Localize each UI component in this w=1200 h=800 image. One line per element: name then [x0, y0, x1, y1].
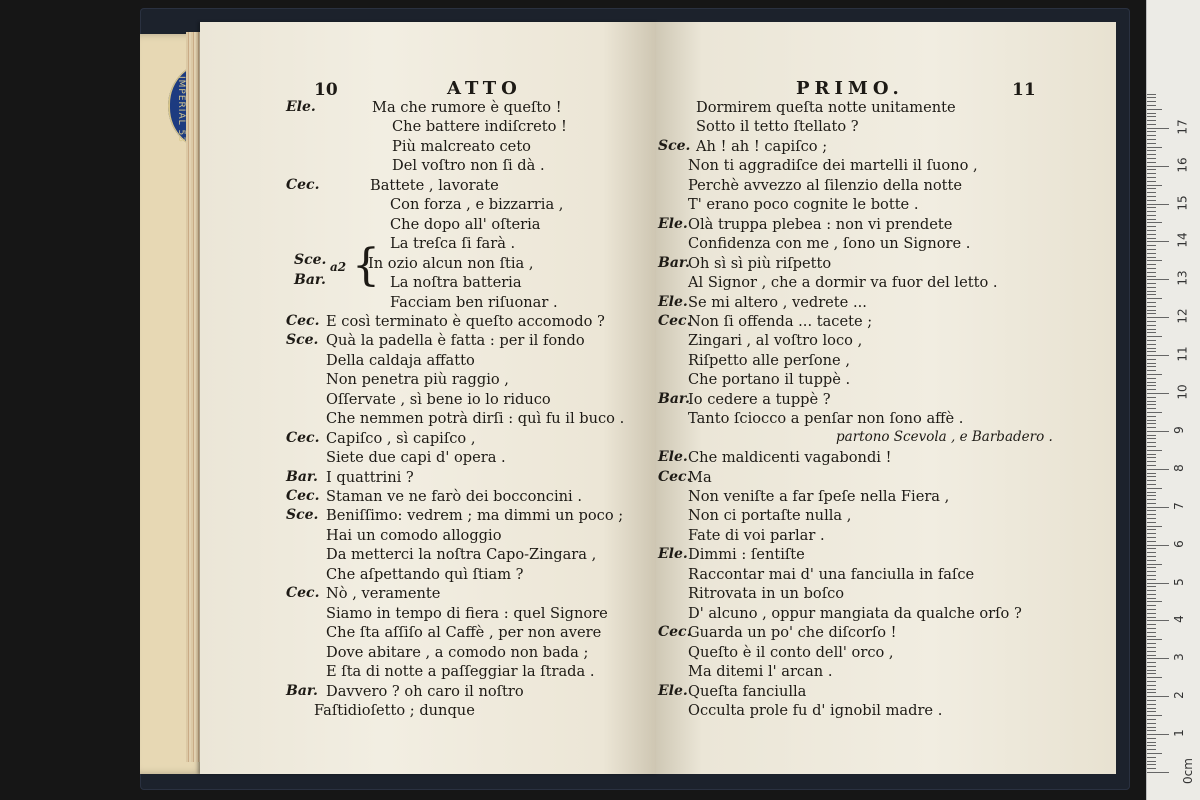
verse-line: Da metterci la noſtra Capo-Zingara , [326, 546, 597, 564]
ruler-tick [1147, 609, 1156, 610]
ruler-tick [1147, 279, 1169, 280]
ruler-tick [1147, 590, 1156, 591]
verse-line: Quà la padella è fatta : per il fondo [326, 332, 585, 350]
ruler-tick [1147, 120, 1156, 121]
duet-brace: { [352, 240, 380, 291]
ruler-tick [1147, 253, 1156, 254]
verse-line: Ritrovata in un boſco [688, 585, 845, 603]
verse-line: In ozio alcun non ſtia , [368, 254, 534, 272]
ruler-tick [1147, 537, 1156, 538]
ruler-tick [1147, 723, 1156, 724]
ruler-tick [1147, 219, 1156, 220]
ruler-tick [1147, 404, 1156, 405]
ruler-label: 9 [1171, 426, 1186, 434]
speaker-label: Ele. [286, 99, 316, 115]
ruler-tick [1147, 238, 1156, 239]
ruler-tick [1147, 727, 1156, 728]
left-page-header: ATTO [447, 78, 522, 99]
ruler-tick [1147, 94, 1156, 95]
duet-marker: a2 [330, 260, 347, 274]
verse-line: T' erano poco cognite le botte . [688, 196, 919, 214]
ruler-tick [1147, 442, 1156, 443]
verse-line: Capiſco , sì capiſco , [326, 429, 476, 447]
verse-line: Sotto il tetto ſtellato ? [696, 118, 859, 136]
ruler-tick [1147, 495, 1156, 496]
speaker-label: Ele. [658, 682, 688, 699]
ruler-tick [1147, 560, 1156, 561]
ruler-label: 8 [1171, 463, 1186, 472]
ruler-tick [1147, 143, 1156, 144]
ruler-tick [1147, 564, 1162, 565]
ruler-label: 16 [1175, 156, 1190, 173]
ruler-tick [1147, 730, 1156, 731]
speaker-label: Ele. [658, 449, 688, 466]
ruler-tick [1147, 473, 1156, 474]
ruler-label: 3 [1171, 653, 1186, 662]
verse-line: Raccontar mai d' una fanciulla in faſce [688, 565, 975, 583]
ruler-tick [1147, 435, 1156, 436]
verse-line: Io cedere a tuppè ? [688, 390, 831, 408]
speaker-label: Sce. [286, 507, 319, 524]
ruler-tick [1147, 283, 1156, 284]
measurement-ruler [1146, 0, 1200, 800]
ruler-tick [1147, 605, 1156, 606]
ruler-tick [1147, 753, 1162, 754]
ruler-label: 17 [1175, 119, 1190, 135]
ruler-tick [1147, 97, 1156, 98]
ruler-tick [1147, 378, 1156, 379]
speaker-label: Bar. [658, 254, 690, 271]
speaker-label: Sce. [286, 332, 319, 349]
right-page-number: 11 [1012, 80, 1036, 100]
ruler-tick [1147, 529, 1156, 530]
ruler-tick [1147, 177, 1156, 178]
ruler-tick [1147, 662, 1156, 663]
ruler-tick [1147, 700, 1156, 701]
ruler-tick [1147, 465, 1156, 466]
ruler-tick [1147, 321, 1156, 322]
verse-line: Zingari , al voſtro loco , [688, 332, 863, 350]
ruler-tick [1147, 579, 1156, 580]
ruler-tick [1147, 666, 1156, 667]
ruler-tick [1147, 454, 1156, 455]
ruler-tick [1147, 673, 1156, 674]
verse-line: Ah ! ah ! capiſco ; [696, 137, 828, 155]
ruler-tick [1147, 628, 1156, 629]
ruler-tick [1147, 306, 1156, 307]
ruler-tick [1147, 711, 1156, 712]
verse-line: Fate di voi parlar . [688, 526, 825, 544]
verse-line: Che ſta aſſiſo al Caffè , per non avere [326, 624, 602, 642]
duet-speaker-2: Bar. [294, 272, 326, 288]
ruler-tick [1147, 359, 1156, 360]
ruler-tick [1147, 128, 1169, 129]
ruler-tick [1147, 393, 1169, 394]
ruler-tick [1147, 181, 1156, 182]
ruler-tick [1147, 150, 1156, 151]
ruler-tick [1147, 764, 1156, 765]
verse-line: D' alcuno , oppur mangiata da qualche orſo ? [688, 604, 1022, 622]
verse-line: Riſpetto alle perſone , [688, 351, 850, 369]
verse-line: Oſſervate , sì bene io lo riduco [326, 390, 551, 408]
ruler-tick [1147, 742, 1156, 743]
ruler-tick [1147, 374, 1162, 375]
verse-line: Ma [688, 468, 712, 486]
speaker-label: Cec. [658, 468, 692, 485]
ruler-tick [1147, 423, 1156, 424]
ruler-tick [1147, 685, 1156, 686]
ruler-label: 2 [1171, 691, 1186, 700]
verse-line: Siete due capi d' opera . [326, 449, 506, 467]
verse-line: Che nemmen potrà dirſi : quì fu il buco . [326, 410, 625, 428]
verse-line: Facciam ben riſuonar . [390, 293, 558, 311]
ruler-tick [1147, 647, 1156, 648]
verse-line: Del voſtro non ſi dà . [392, 157, 545, 175]
ruler-tick [1147, 401, 1156, 402]
ruler-tick [1147, 624, 1156, 625]
ruler-tick [1147, 105, 1156, 106]
ruler-tick [1147, 332, 1156, 333]
ruler-tick [1147, 643, 1156, 644]
ruler-tick [1147, 541, 1156, 542]
verse-line: Olà truppa plebea : non vi prendete [688, 215, 953, 233]
speaker-label: Cec. [658, 312, 692, 329]
ruler-tick [1147, 583, 1169, 584]
ruler-tick [1147, 135, 1156, 136]
ruler-tick [1147, 158, 1156, 159]
ruler-tick [1147, 234, 1156, 235]
ruler-tick [1147, 226, 1156, 227]
ruler-tick [1147, 772, 1169, 773]
speaker-label: Cec. [286, 488, 320, 504]
ruler-tick [1147, 480, 1156, 481]
verse-line: Non penetra più raggio , [326, 371, 509, 389]
speaker-label: Ele. [658, 293, 688, 310]
ruler-tick [1147, 230, 1156, 231]
ruler-tick [1147, 518, 1156, 519]
ruler-tick [1147, 173, 1156, 174]
verse-line: Non ti aggradiſce dei martelli il ſuono , [688, 157, 978, 175]
verse-line: Che portano il tuppè . [688, 371, 851, 389]
verse-line: Queſta fanciulla [688, 682, 807, 700]
verse-line: Perchè avvezzo al ſilenzio della notte [688, 176, 963, 194]
ruler-label: 0cm [1180, 758, 1195, 784]
verse-line: Che aſpettando quì ſtiam ? [326, 565, 524, 583]
ruler-tick [1147, 416, 1156, 417]
verse-line: Dormirem queſta notte unitamente [696, 99, 956, 116]
ruler-tick [1147, 522, 1156, 523]
ruler-tick [1147, 492, 1156, 493]
verse-line: Nò , veramente [326, 585, 441, 603]
ruler-tick [1147, 461, 1156, 462]
verse-line: Hai un comodo alloggio [326, 526, 502, 544]
ruler-tick [1147, 427, 1156, 428]
ruler-tick [1147, 397, 1156, 398]
left-page-number: 10 [314, 80, 338, 100]
ruler-tick [1147, 533, 1156, 534]
ruler-tick [1147, 207, 1156, 208]
verse-line: Che dopo all' oſteria [390, 215, 541, 233]
ruler-tick [1147, 101, 1156, 102]
right-page-header: PRIMO. [796, 78, 904, 99]
ruler-tick [1147, 215, 1156, 216]
ruler-label: 11 [1175, 346, 1190, 362]
speaker-label: Bar. [286, 682, 318, 699]
verse-line: Battete , lavorate [370, 176, 499, 194]
ruler-tick [1147, 389, 1156, 390]
ruler-tick [1147, 476, 1156, 477]
ruler-tick [1147, 317, 1169, 318]
ruler-tick [1147, 545, 1169, 546]
ruler-tick [1147, 366, 1156, 367]
ruler-tick [1147, 556, 1156, 557]
ruler-tick [1147, 749, 1156, 750]
library-label-text: IMPERIAL 53 [176, 76, 186, 143]
ruler-label: 13 [1175, 270, 1190, 286]
ruler-tick [1147, 382, 1156, 383]
verse-line: Oh sì sì più riſpetto [688, 254, 832, 272]
verse-line: Ma ditemi l' arcan . [688, 663, 833, 681]
ruler-tick [1147, 329, 1156, 330]
ruler-tick [1147, 677, 1162, 678]
ruler-label: 5 [1171, 577, 1186, 586]
ruler-tick [1147, 344, 1156, 345]
verse-line: Dove abitare , a comodo non bada ; [326, 643, 589, 661]
ruler-tick [1147, 761, 1156, 762]
verse-line: Con forza , e bizzarria , [390, 196, 564, 214]
ruler-tick [1147, 351, 1156, 352]
verse-line: Guarda un po' che diſcorſo ! [688, 624, 897, 642]
ruler-tick [1147, 204, 1169, 205]
verse-line: Occulta prole fu d' ignobil madre . [688, 701, 943, 719]
ruler-tick [1147, 670, 1156, 671]
verse-line: Beniſſimo: vedrem ; ma dimmi un poco ; [326, 507, 624, 525]
verse-line: Non ci portaſte nulla , [688, 507, 852, 525]
verse-line: I quattrini ? [326, 468, 414, 486]
verse-line: Queſto è il conto dell' orco , [688, 643, 894, 661]
ruler-tick [1147, 601, 1162, 602]
ruler-tick [1147, 510, 1156, 511]
ruler-tick [1147, 211, 1156, 212]
speaker-label: Cec. [658, 624, 692, 641]
verse-line: Siamo in tempo di fiera : quel Signore [326, 604, 608, 622]
speaker-label: Cec. [286, 176, 320, 193]
speaker-label: Bar. [286, 468, 318, 485]
ruler-tick [1147, 113, 1156, 114]
ruler-tick [1147, 147, 1162, 148]
ruler-tick [1147, 192, 1156, 193]
ruler-label: 10 [1175, 384, 1190, 400]
verse-line: Della caldaja affatto [326, 351, 475, 369]
ruler-tick [1147, 385, 1156, 386]
ruler-tick [1147, 370, 1156, 371]
ruler-tick [1147, 692, 1156, 693]
ruler-tick [1147, 222, 1162, 223]
ruler-tick [1147, 336, 1162, 337]
ruler-tick [1147, 302, 1156, 303]
left-page [200, 22, 658, 774]
ruler-tick [1147, 310, 1156, 311]
ruler-tick [1147, 696, 1169, 697]
speaker-label: Ele. [658, 215, 688, 232]
ruler-tick [1147, 245, 1156, 246]
ruler-tick [1147, 567, 1156, 568]
ruler-tick [1147, 734, 1169, 735]
ruler-tick [1147, 139, 1156, 140]
ruler-tick [1147, 715, 1162, 716]
ruler-tick [1147, 708, 1156, 709]
verse-line: La treſca ſi farà . [390, 235, 516, 253]
ruler-tick [1147, 738, 1156, 739]
ruler-tick [1147, 594, 1156, 595]
speaker-label: Bar. [658, 390, 690, 407]
ruler-tick [1147, 598, 1156, 599]
ruler-tick [1147, 154, 1156, 155]
ruler-tick [1147, 363, 1156, 364]
ruler-tick [1147, 162, 1156, 163]
ruler-tick [1147, 431, 1169, 432]
ruler-tick [1147, 620, 1169, 621]
ruler-tick [1147, 484, 1156, 485]
ruler-tick [1147, 131, 1156, 132]
verse-line: Dimmi : ſentiſte [688, 546, 805, 564]
ruler-tick [1147, 420, 1156, 421]
ruler-tick [1147, 264, 1156, 265]
ruler-label: 6 [1171, 539, 1186, 548]
ruler-label: 12 [1175, 308, 1190, 324]
ruler-tick [1147, 188, 1156, 189]
verse-line: Non ſi offenda ... tacete ; [688, 312, 873, 330]
ruler-tick [1147, 689, 1156, 690]
ruler-tick [1147, 408, 1156, 409]
verse-line: E così terminato è queſto accomodo ? [326, 312, 605, 330]
ruler-tick [1147, 446, 1156, 447]
ruler-tick [1147, 260, 1162, 261]
speaker-label: Sce. [658, 137, 691, 154]
ruler-tick [1147, 704, 1156, 705]
ruler-tick [1147, 552, 1156, 553]
ruler-tick [1147, 450, 1162, 451]
stage-direction: partono Scevola , e Barbadero . [836, 428, 1053, 445]
ruler-tick [1147, 632, 1156, 633]
verse-line: La noſtra batteria [390, 274, 522, 292]
ruler-tick [1147, 241, 1169, 242]
speaker-label: Cec. [286, 429, 320, 446]
verse-line: Se mi altero , vedrete ... [688, 293, 867, 311]
ruler-tick [1147, 613, 1156, 614]
ruler-tick [1147, 571, 1156, 572]
verse-line: Staman ve ne farò dei bocconcini . [326, 488, 582, 505]
ruler-label: 1 [1171, 729, 1186, 737]
right-page [656, 22, 1116, 774]
ruler-tick [1147, 294, 1156, 295]
ruler-tick [1147, 169, 1156, 170]
ruler-tick [1147, 457, 1156, 458]
ruler-label: 4 [1171, 615, 1186, 624]
ruler-tick [1147, 109, 1162, 110]
ruler-tick [1147, 586, 1156, 587]
ruler-tick [1147, 166, 1169, 167]
ruler-tick [1147, 617, 1156, 618]
ruler-tick [1147, 636, 1156, 637]
ruler-tick [1147, 116, 1156, 117]
ruler-tick [1147, 268, 1156, 269]
verse-line: Confidenza con me , ſono un Signore . [688, 235, 971, 253]
ruler-tick [1147, 340, 1156, 341]
ruler-label: 14 [1175, 232, 1190, 249]
ruler-tick [1147, 313, 1156, 314]
verse-line: Non veniſte a far ſpeſe nella Fiera , [688, 488, 950, 505]
verse-line: Tanto ſciocco a penſar non ſono affè . [688, 410, 964, 428]
verse-line: Ma che rumore è queſto ! [372, 99, 562, 116]
verse-line: Davvero ? oh caro il noſtro [326, 682, 524, 700]
ruler-tick [1147, 575, 1156, 576]
speaker-label: Cec. [286, 312, 320, 329]
verse-line: Al Signor , che a dormir va fuor del letto . [688, 274, 998, 292]
ruler-label: 15 [1175, 194, 1190, 211]
verse-line: Che maldicenti vagabondi ! [688, 449, 892, 467]
ruler-tick [1147, 276, 1156, 277]
speaker-label: Cec. [286, 585, 320, 602]
ruler-tick [1147, 196, 1156, 197]
ruler-tick [1147, 514, 1156, 515]
ruler-tick [1147, 768, 1156, 769]
ruler-tick [1147, 412, 1162, 413]
ruler-tick [1147, 200, 1156, 201]
ruler-label: 7 [1171, 501, 1186, 510]
ruler-tick [1147, 298, 1162, 299]
ruler-tick [1147, 658, 1169, 659]
ruler-tick [1147, 681, 1156, 682]
ruler-tick [1147, 272, 1156, 273]
ruler-tick [1147, 526, 1162, 527]
verse-line: Faſtidioſetto ; dunque [314, 701, 475, 719]
ruler-tick [1147, 438, 1156, 439]
ruler-tick [1147, 185, 1162, 186]
ruler-tick [1147, 651, 1156, 652]
ruler-tick [1147, 249, 1156, 250]
ruler-tick [1147, 257, 1156, 258]
verse-line: Più malcreato ceto [392, 137, 531, 155]
verse-line: E ſta di notte a paſſeggiar la ſtrada . [326, 663, 595, 681]
ruler-tick [1147, 548, 1156, 549]
ruler-tick [1147, 745, 1156, 746]
duet-speaker-1: Sce. [294, 252, 327, 268]
speaker-label: Ele. [658, 546, 688, 563]
ruler-tick [1147, 287, 1156, 288]
ruler-tick [1147, 291, 1156, 292]
ruler-tick [1147, 124, 1156, 125]
ruler-tick [1147, 469, 1169, 470]
verse-line: Che battere indiſcreto ! [392, 118, 567, 136]
ruler-tick [1147, 355, 1169, 356]
ruler-tick [1147, 499, 1156, 500]
ruler-tick [1147, 719, 1156, 720]
ruler-tick [1147, 503, 1156, 504]
ruler-tick [1147, 325, 1156, 326]
ruler-tick [1147, 348, 1156, 349]
ruler-tick [1147, 757, 1156, 758]
ruler-tick [1147, 488, 1162, 489]
ruler-tick [1147, 655, 1156, 656]
ruler-tick [1147, 507, 1169, 508]
ruler-tick [1147, 639, 1162, 640]
